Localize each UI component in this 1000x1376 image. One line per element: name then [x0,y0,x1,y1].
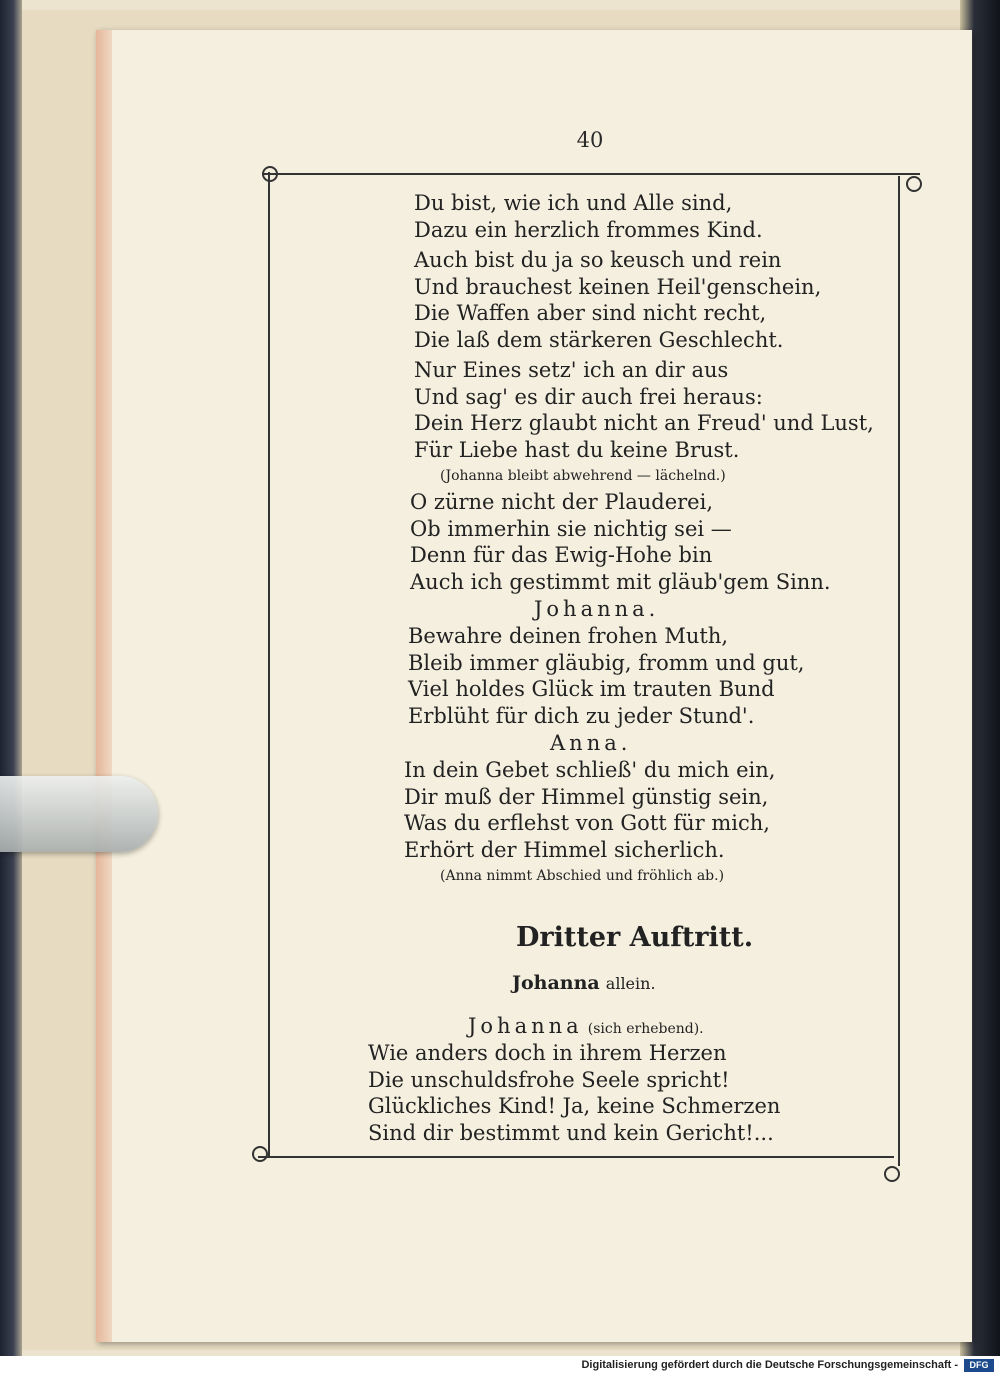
verse-line: Denn für das Ewig-Hohe bin [410,543,713,567]
verse-line: Sind dir bestimmt und kein Gericht!... [368,1120,774,1145]
speaker-name: Anna. [550,731,632,755]
verse-line: O zürne nicht der Plauderei, [410,490,713,514]
stage-direction: (Anna nimmt Abschied und fröhlich ab.) [440,868,725,884]
verse-line: Erblüht für dich zu jeder Stund'. [408,703,755,728]
verse-block-7 [300,1040,880,1146]
scene-subtitle-rest: allein. [605,974,656,993]
verse-block-6 [300,757,880,863]
page-edge [96,30,112,1342]
verse-line: Die Waffen aber sind nicht recht, [414,301,767,325]
verse-block-1 [300,190,880,243]
verse-line: Dein Herz glaubt nicht an Freud' und Lust, [414,411,874,435]
frame-corner-ornament [906,176,922,192]
scene-subtitle-name: Johanna [512,972,600,994]
verse-block-2 [300,247,880,353]
verse-line: Nur Eines setz' ich an dir aus [414,358,729,382]
page-text [300,190,880,1146]
dfg-logo: DFG [964,1359,994,1372]
verse-line: Und sag' es dir auch frei heraus: [414,384,763,409]
verse-line: Bewahre deinen frohen Muth, [408,624,729,648]
verse-line: Was du erflehst von Gott für mich, [404,811,770,835]
speaker-line [300,1012,880,1040]
verse-line: Du bist, wie ich und Alle sind, [414,191,733,215]
verse-line: Die laß dem stärkeren Geschlecht. [414,327,784,352]
speaker-name: Johanna [468,1014,583,1038]
frame-corner-ornament [884,1166,900,1182]
verse-line: Viel holdes Glück im trauten Bund [408,677,775,701]
verse-line: Wie anders doch in ihrem Herzen [368,1041,727,1065]
verse-block-3 [300,357,880,463]
funding-notice: Digitalisierung gefördert durch die Deutsche Forschungsgemeinschaft - [581,1359,958,1371]
verse-line: Glückliches Kind! Ja, keine Schmerzen [368,1094,781,1118]
verse-line: Dazu ein herzlich frommes Kind. [414,217,763,242]
verse-line: Auch bist du ja so keusch und rein [414,248,782,272]
verse-line: Dir muß der Himmel günstig sein, [404,784,769,809]
verse-line: Und brauchest keinen Heil'genschein, [414,274,822,299]
stage-direction: (sich erhebend). [587,1021,704,1037]
verse-block-4 [300,489,880,595]
frame-corner-ornament [262,166,278,182]
frame-bottom-border [258,1156,894,1158]
frame-top-border [262,173,920,175]
verse-block-5 [300,623,880,729]
frame-right-border [898,176,900,1166]
speaker-name: Johanna. [534,597,660,621]
page-number: 40 [576,128,604,152]
verse-line: Bleib immer gläubig, fromm und gut, [408,650,805,675]
verse-line: Erhört der Himmel sicherlich. [404,837,725,862]
footer-bar [0,1356,1000,1376]
frame-corner-ornament [252,1146,268,1162]
stage-direction: (Johanna bleibt abwehrend — lächelnd.) [440,468,726,484]
verse-line: Für Liebe hast du keine Brust. [414,437,740,462]
scene-subtitle [300,961,880,1006]
verse-line: In dein Gebet schließ' du mich ein, [404,758,776,782]
frame-left-border [268,172,270,1156]
verse-line: Auch ich gestimmt mit gläub'gem Sinn. [410,569,831,594]
page-holder-clip [0,776,158,852]
verse-line: Ob immerhin sie nichtig sei — [410,516,732,541]
scene-title: Dritter Auftritt. [516,922,754,953]
verse-line: Die unschuldsfrohe Seele spricht! [368,1067,730,1092]
book-left-edge [0,0,22,1356]
